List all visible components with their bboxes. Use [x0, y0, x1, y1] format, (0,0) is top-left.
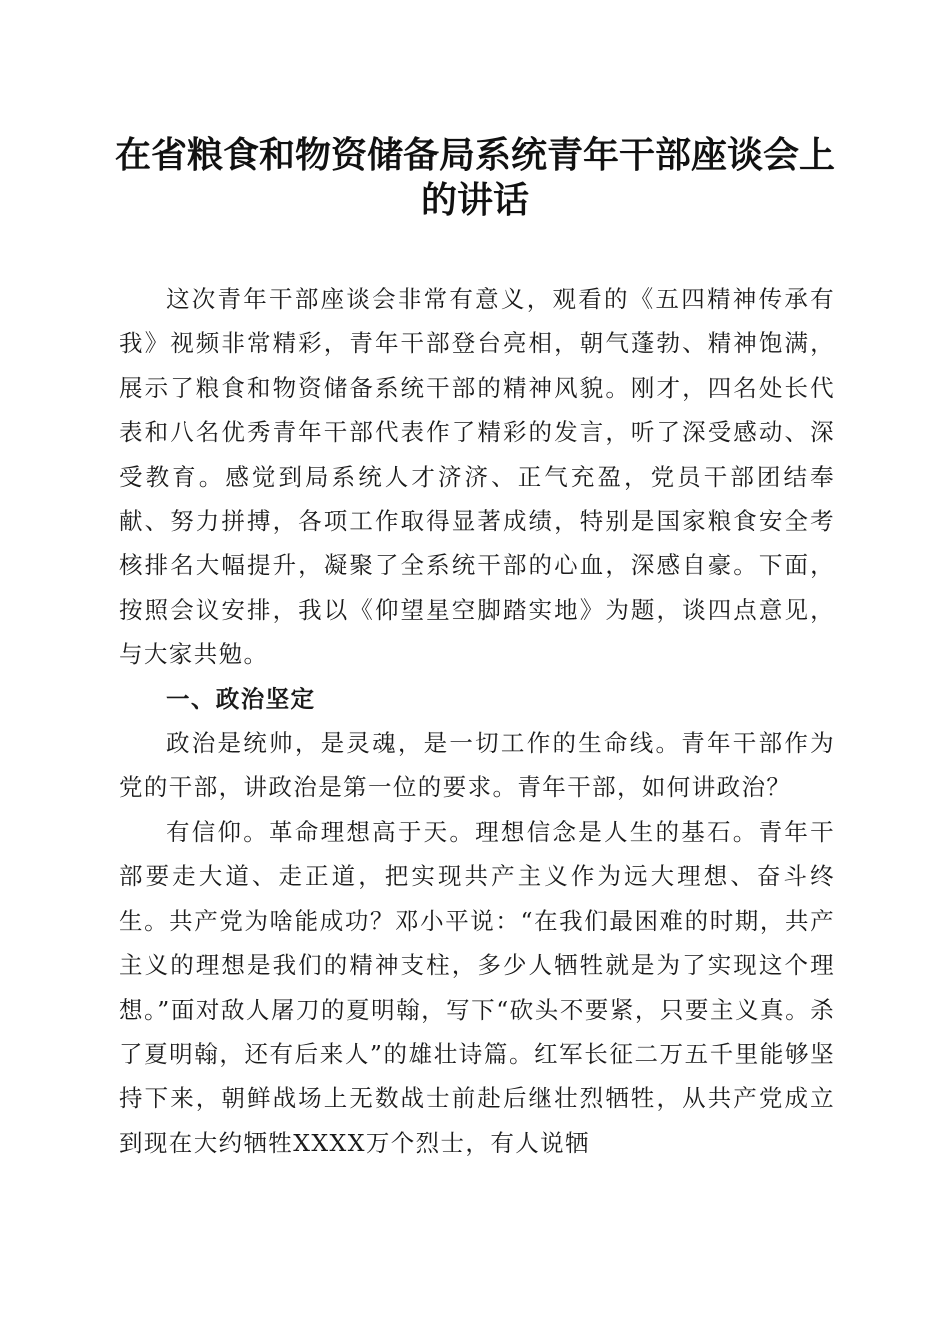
document-body [119, 277, 835, 1165]
section-paragraph: 有信仰。革命理想高于天。理想信念是人生的基石。青年干部要走大道、走正道，把实现共产主义作为远大理想、奋斗终生。共产党为啥能成功？邓小平说：“在我们最困难的时期，共产主义的理想是我们的精神支柱，多少人牺牲就是为了实现这个理想。”面对敌人屠刀的夏明翰，写下“砍头不要紧，只要主义真。杀了夏明翰，还有后来人”的雄壮诗篇。红军长征二万五千里能够坚持下来，朝鲜战场上无数战士前赴后继壮烈牺牲，从共产党成立到现在大约牺牲XXXX万个烈士，有人说牺 [119, 817, 835, 1157]
intro-paragraph: 这次青年干部座谈会非常有意义，观看的《五四精神传承有我》视频非常精彩，青年干部登台亮相，朝气蓬勃、精神饱满，展示了粮食和物资储备系统干部的精神风貌。刚才，四名处长代表和八名优秀青年干部代表作了精彩的发言，听了深受感动、深受教育。感觉到局系统人才济济、正气充盈，党员干部团结奉献、努力拼搏，各项工作取得显著成绩，特别是国家粮食安全考核排名大幅提升，凝聚了全系统干部的心血，深感自豪。下面，按照会议安排，我以《仰望星空脚踏实地》为题，谈四点意见，与大家共勉。 [119, 285, 835, 669]
title-line-1: 在省粮食和物资储备局系统青年干部座谈会上 [114, 134, 835, 176]
section-heading: 一、政治坚定 [166, 684, 316, 713]
section-paragraph: 政治是统帅，是灵魂，是一切工作的生命线。青年干部作为党的干部，讲政治是第一位的要求。青年干部，如何讲政治？ [119, 729, 835, 802]
document-title [100, 133, 850, 223]
title-line-2: 的讲话 [420, 179, 529, 221]
